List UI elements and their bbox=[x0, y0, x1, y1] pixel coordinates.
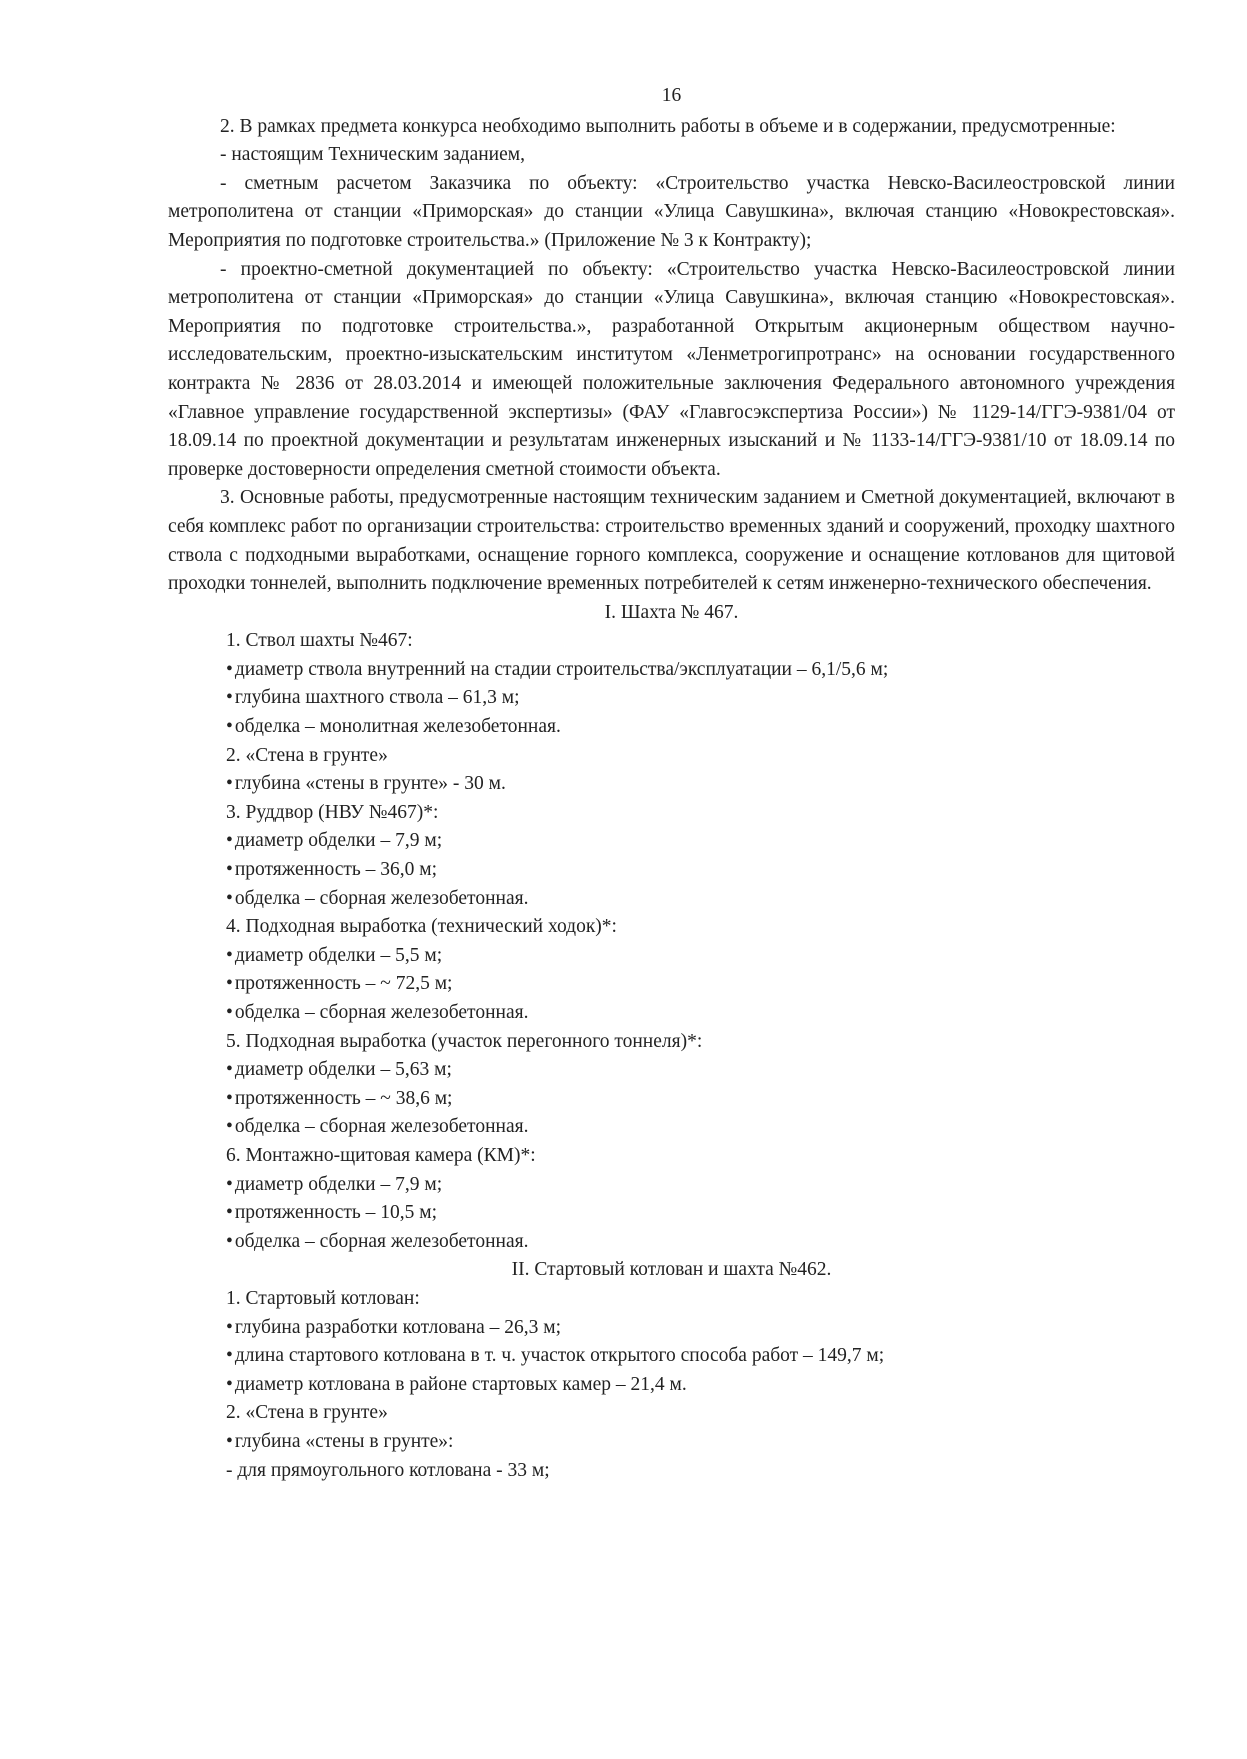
bullet-item: • глубина разработки котлована – 26,3 м; bbox=[168, 1314, 1175, 1343]
section-1-item-4: 4. Подходная выработка (технический ходок)*: bbox=[226, 916, 617, 938]
section-1-item-2: 2. «Стена в грунте» bbox=[226, 744, 388, 766]
bullet-item: • протяженность – ~ 38,6 м; bbox=[168, 1085, 1175, 1114]
bullet-item: • обделка – сборная железобетонная. bbox=[168, 1228, 1175, 1257]
bullet-item: • протяженность – 36,0 м; bbox=[168, 856, 1175, 885]
section-2-item-2: 2. «Стена в грунте» bbox=[226, 1402, 388, 1424]
paragraph-3: 3. Основные работы, предусмотренные настоящим техническим заданием и Сметной документацией, включают в себя комплекс работ по организации строительства: строительство временных зданий и сооружений, проходку шахтного ствола с подходными выработками, оснащение горного комплекса, сооружение и оснащение котлованов для щитовой проходки тоннелей, выполнить подключение временных потребителей к сетям инженерно-технического обеспечения. bbox=[168, 487, 1175, 595]
section-2-item-1: 1. Стартовый котлован: bbox=[226, 1287, 420, 1309]
bullet-item: • диаметр ствола внутренний на стадии строительства/эксплуатации – 6,1/5,6 м; bbox=[168, 656, 1175, 685]
bullet-item: • диаметр обделки – 5,63 м; bbox=[168, 1056, 1175, 1085]
section-1-item-3: 3. Руддвор (НВУ №467)*: bbox=[226, 801, 439, 823]
sub-item: - для прямоугольного котлована - 33 м; bbox=[226, 1459, 550, 1481]
bullet-item: • диаметр обделки – 5,5 м; bbox=[168, 942, 1175, 971]
section-2-title: II. Стартовый котлован и шахта №462. bbox=[511, 1259, 832, 1281]
paragraph-2-item-1: - настоящим Техническим заданием, bbox=[220, 144, 525, 166]
bullet-item: • диаметр обделки – 7,9 м; bbox=[168, 1171, 1175, 1200]
bullet-item: • обделка – сборная железобетонная. bbox=[168, 999, 1175, 1028]
bullet-item: • обделка – монолитная железобетонная. bbox=[168, 713, 1175, 742]
bullet-item: • протяженность – 10,5 м; bbox=[168, 1199, 1175, 1228]
page-number: 16 bbox=[661, 85, 682, 106]
section-1-title: I. Шахта № 467. bbox=[604, 601, 739, 623]
paragraph-2-intro: 2. В рамках предмета конкурса необходимо выполнить работы в объеме и в содержании, предусмотренные: bbox=[220, 115, 1116, 137]
section-1-item-6: 6. Монтажно-щитовая камера (КМ)*: bbox=[226, 1144, 536, 1166]
bullet-item: • длина стартового котлована в т. ч. участок открытого способа работ – 149,7 м; bbox=[168, 1342, 1175, 1371]
bullet-item: • обделка – сборная железобетонная. bbox=[168, 1113, 1175, 1142]
bullet-item: • глубина «стены в грунте»: bbox=[168, 1428, 1175, 1457]
bullet-item: • протяженность – ~ 72,5 м; bbox=[168, 970, 1175, 999]
bullet-item: • диаметр котлована в районе стартовых камер – 21,4 м. bbox=[168, 1371, 1175, 1400]
bullet-item: • глубина «стены в грунте» - 30 м. bbox=[168, 770, 1175, 799]
paragraph-2-item-3: - проектно-сметной документацией по объекту: «Строительство участка Невско-Василеостровской линии метрополитена от станции «Приморская» до станции «Улица Савушкина», включая станцию «Новокрестовская». Мероприятия по подготовке строительства.», разработанной Открытым акционерным обществом научно-исследовательским, проектно-изыскательским институтом «Ленметрогипротранс» на основании государственного контракта № 2836 от 28.03.2014 и имеющей положительные заключения Федерального автономного учреждения «Главное управление государственной экспертизы» (ФАУ «Главгосэкспертиза России») № 1129-14/ГГЭ-9381/04 от 18.09.14 по проектной документации и результатам инженерных изысканий и № 1133-14/ГГЭ-9381/10 от 18.09.14 по проверке достоверности определения сметной стоимости объекта. bbox=[168, 258, 1175, 480]
bullet-item: • глубина шахтного ствола – 61,3 м; bbox=[168, 684, 1175, 713]
bullet-item: • диаметр обделки – 7,9 м; bbox=[168, 827, 1175, 856]
bullet-item: • обделка – сборная железобетонная. bbox=[168, 885, 1175, 914]
section-1-item-1: 1. Ствол шахты №467: bbox=[226, 630, 413, 652]
section-1-item-5: 5. Подходная выработка (участок перегонного тоннеля)*: bbox=[226, 1030, 703, 1052]
paragraph-2-item-2: - сметным расчетом Заказчика по объекту: «Строительство участка Невско-Василеостровской линии метрополитена от станции «Приморская» до станции «Улица Савушкина», включая станцию «Новокрестовская». Мероприятия по подготовке строительства.» (Приложение № 3 к Контракту); bbox=[168, 172, 1175, 251]
